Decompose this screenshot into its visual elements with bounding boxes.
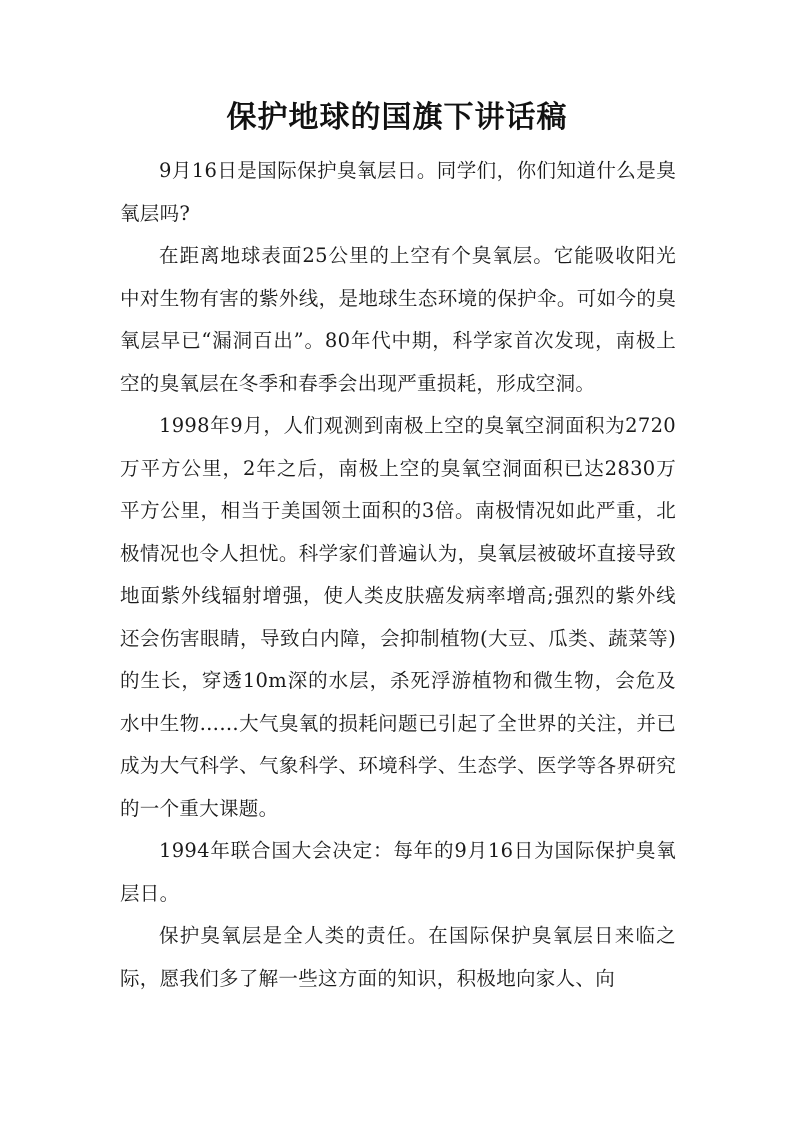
paragraph-ozone-layer-description: 在距离地球表面25公里的上空有个臭氧层。它能吸收阳光中对生物有害的紫外线，是地球生态环境的保护伞。可如今的臭氧层早已“漏洞百出”。80年代中期，科学家首次发现，南极上空的臭氧层在冬季和春季会出现严重损耗，形成空洞。 [120,244,676,395]
document-title: 保护地球的国旗下讲话稿 [226,100,568,135]
paragraph-ozone-day-intro: 9月16日是国际保护臭氧层日。同学们，你们知道什么是臭氧层吗? [120,159,676,225]
document-body [120,150,676,1000]
paragraph-responsibility: 保护臭氧层是全人类的责任。在国际保护臭氧层日来临之际，愿我们多了解一些这方面的知识，积极地向家人、向 [120,924,676,990]
paragraph-un-decision: 1994年联合国大会决定：每年的9月16日为国际保护臭氧层日。 [120,839,676,905]
paragraph-ozone-hole-observations: 1998年9月，人们观测到南极上空的臭氧空洞面积为2720万平方公里，2年之后，南极上空的臭氧空洞面积已达2830万平方公里，相当于美国领土面积的3倍。南极情况如此严重，北极情况也令人担忧。科学家们普遍认为，臭氧层被破坏直接导致地面紫外线辐射增强，使人类皮肤癌发病率增高;强烈的紫外线还会伤害眼睛，导致白内障，会抑制植物(大豆、瓜类、蔬菜等)的生长，穿透10m深的水层，杀死浮游植物和微生物，会危及水中生物……大气臭氧的损耗问题已引起了全世界的关注，并已成为大气科学、气象科学、环境科学、生态学、医学等各界研究的一个重大课题。 [120,414,676,820]
